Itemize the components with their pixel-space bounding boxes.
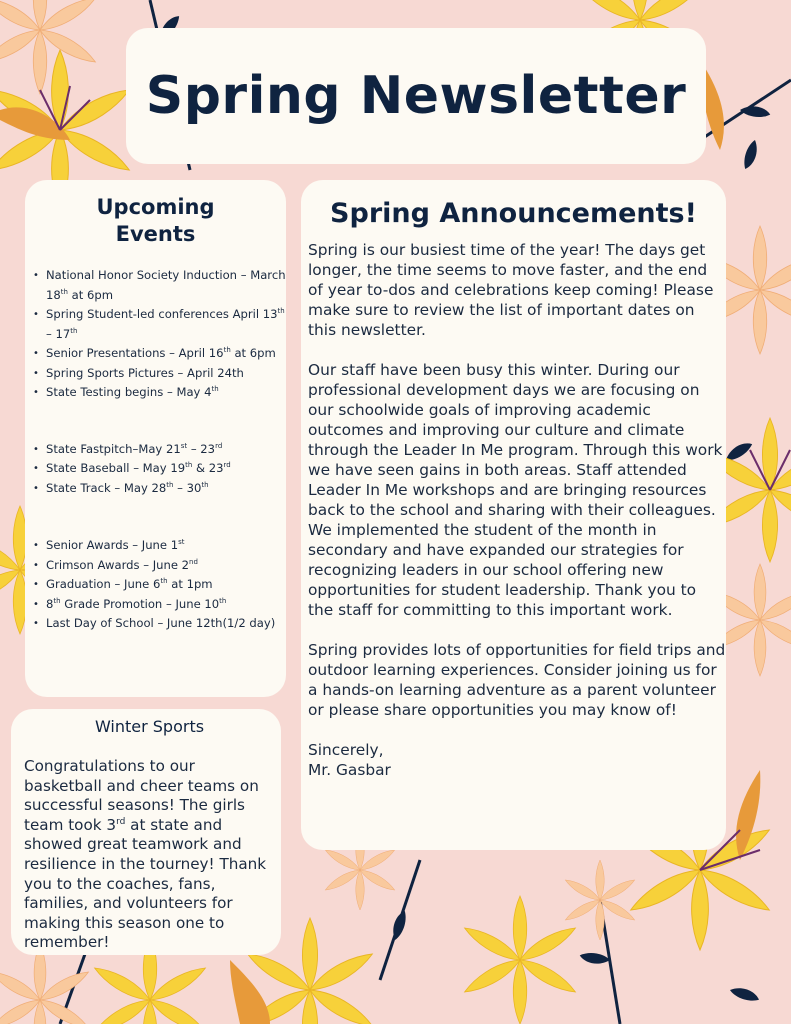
announcement-paragraph-2: Our staff have been busy this winter. During our professional development days we are focusing on our schoolwide goals of improving academic outcomes and improving our culture and climate through the Leader In Me program. Through this work we have seen gains in both areas. Staff attended Leader In Me workshops and are bringing resources back to the school and sharing with their colleagues. We implemented the student of the month in secondary and have expanded our strategies for recognizing leaders in our school offering new opportunities for student leadership. Thank you to the staff for committing to this important work. [308,361,723,619]
event-item: • Spring Sports Pictures – April 24th [46,364,286,384]
announcement-paragraph-3: Spring provides lots of opportunities for field trips and outdoor learning experiences. Consider joining us for a hands-on learning adventure as a parent volunteer or please share opportunities you may know of! [308,641,726,719]
event-item: • State Fastpitch–May 21st – 23rd [46,440,286,460]
event-item: • Senior Awards – June 1st [46,536,286,556]
winter-sports-card [11,709,281,955]
winter-sports-text: Congratulations to our basketball and cheer teams on successful seasons! The girls team took 3rd at state and showed great teamwork and resilience in the tourney! Thank you to the coaches, fans, families, and volunteers for making this season one to remember! [24,757,267,952]
events-heading [25,194,286,248]
announcement-paragraph-1: Spring is our busiest time of the year! The days get longer, the time seems to move faster, and the end of year to-dos and celebrations keep coming! Please make sure to review the list of important dates on this newsletter. [308,241,714,339]
event-item: • State Baseball – May 19th & 23rd [46,459,286,479]
closing: Sincerely, [308,741,384,759]
event-item: • Senior Presentations – April 16th at 6pm [46,344,286,364]
announcements-heading: Spring Announcements! [330,198,697,229]
title-banner [126,28,706,164]
event-item: • National Honor Society Induction – March 18th at 6pm [46,266,286,305]
page-title: Spring Newsletter [145,66,687,126]
event-item: • Graduation – June 6th at 1pm [46,575,286,595]
events-list-3 [25,536,286,634]
events-list-1 [25,266,286,403]
event-item: • State Track – May 28th – 30th [46,479,286,499]
announcements-card [301,180,726,850]
event-item: • Crimson Awards – June 2nd [46,556,286,576]
signature: Mr. Gasbar [308,761,391,779]
event-item: • State Testing begins – May 4th [46,383,286,403]
upcoming-events-card [25,180,286,697]
events-heading-line2: Events [115,222,196,246]
event-item: • Spring Student-led conferences April 13th – 17th [46,305,286,344]
events-heading-line1: Upcoming [96,195,215,219]
event-item: • Last Day of School – June 12th(1/2 day) [46,614,286,634]
winter-sports-heading: Winter Sports [94,717,205,736]
closing-block [308,740,726,780]
event-item: • 8th Grade Promotion – June 10th [46,595,286,615]
events-list-2 [25,440,286,499]
